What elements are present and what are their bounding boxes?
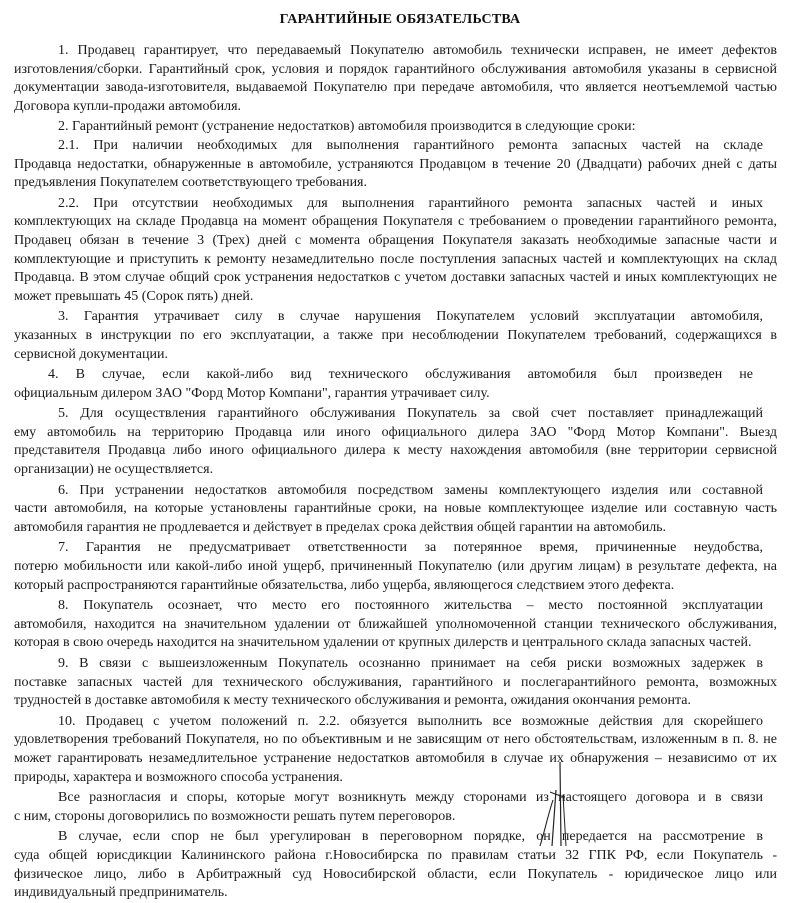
- document-body: [14, 42, 777, 903]
- text-line: может превышать 45 (Сорок пять) дней.: [14, 288, 254, 304]
- text-line: 7. Гарантия не предусматривает ответственности за потерянное время, причиненные неудобства,: [58, 540, 763, 556]
- text-line: суда общей юрисдикции Калининского района г.Новосибирска по правилам статьи 32 ГПК РФ, если Покупатель -: [14, 847, 777, 863]
- text-line: 1. Продавец гарантирует, что передаваемый Покупателю автомобиль технически исправен, не имеет дефектов: [58, 43, 777, 58]
- text-line: автомобиля гарантия не продлевается и действует в пределах срока действия общей гарантии на автомобиль.: [14, 519, 667, 535]
- text-line: предъявления Покупателем соответствующего требования.: [14, 175, 368, 191]
- paragraph-4: [14, 366, 777, 403]
- text-line: комплектующих на складе Продавца на момент обращения Покупателя с требованием о проведении гарантийного ремонта,: [14, 214, 777, 230]
- text-line: Продавца. В этом случае общий срок устранения недостатков с учетом доставки запасных частей и иных комплектующих не: [14, 270, 777, 286]
- text-line: 9. В связи с вышеизложенным Покупатель осознанно принимает на себя риски возможных задержек в: [58, 656, 763, 671]
- text-line: 2.1. При наличии необходимых для выполнения гарантийного ремонта запасных частей на складе: [58, 137, 763, 153]
- paragraph-5: [14, 405, 777, 479]
- paragraph-3: [14, 308, 777, 364]
- text-line: 5. Для осуществления гарантийного обслуживания Покупатель за свой счет поставляет принадлежащий: [58, 406, 763, 422]
- text-line: 3. Гарантия утрачивает силу в случае нарушения Покупателем условий эксплуатации автомобиля,: [58, 309, 763, 325]
- text-line: представителя Продавца либо иного официального дилера к месту нахождения автомобиля (вне территории сервисной: [14, 443, 777, 459]
- text-line: 2.2. При отсутствии необходимых для выполнения гарантийного ремонта запасных частей и иных: [58, 195, 763, 211]
- text-line: может гарантировать незамедлительное устранение недостатков автомобиля в случае их обнаружения – независимо от их: [14, 750, 777, 766]
- paragraph-2-2: [14, 195, 777, 307]
- document-title: ГАРАНТИЙНЫЕ ОБЯЗАТЕЛЬСТВА: [279, 12, 521, 27]
- text-line: официальным дилером ЗАО "Форд Мотор Компани", гарантия утрачивает силу.: [14, 385, 490, 401]
- text-line: части автомобиля, на которые установлены гарантийные сроки, на новые комплектующее изделие или составную часть: [14, 501, 777, 517]
- text-line: который распространяются гарантийные обязательства, либо ущерба, являющегося следствием этого дефекта.: [14, 577, 675, 593]
- text-line: ему автомобиль на территорию Продавца или иного официального дилера ЗАО "Форд Мотор Компани". Выезд: [14, 424, 777, 440]
- paragraph-1: [14, 42, 777, 116]
- paragraph-8: [14, 597, 777, 653]
- text-line: указанных в инструкции по его эксплуатации, а также при несоблюдении Покупателем требований, содержащихся в: [14, 327, 777, 343]
- paragraph-6: [14, 482, 777, 538]
- text-line: Все разногласия и споры, которые могут возникнуть между сторонами из настоящего договора и в связи: [58, 790, 763, 806]
- text-line: Продавца недостатки, обнаруженные в автомобиле, устраняются Продавцом в течение 20 (Двадцати) рабочих дней с даты: [14, 156, 777, 172]
- text-line: 8. Покупатель осознает, что место его постоянного жительства – место постоянной эксплуатации: [58, 598, 763, 614]
- text-line: индивидуальный предприниматель.: [14, 885, 228, 901]
- paragraph-7: [14, 539, 777, 595]
- text-line: 6. При устранении недостатков автомобиля посредством замены комплектующего изделия или составной: [58, 482, 763, 498]
- text-line: 4. В случае, если какой-либо вид технического обслуживания автомобиля был произведен не: [48, 367, 753, 383]
- text-line: трудностей в доставке автомобиля к месту технического обслуживания и ремонта, ожидания окончания ремонта.: [14, 693, 691, 709]
- text-line: поставке запасных частей для технического обслуживания, гарантийного и послегарантийного ремонта, возможных: [14, 674, 777, 690]
- text-line: организации) не осуществляется.: [14, 462, 214, 478]
- text-line: потерю мобильности или какой-либо иной ущерб, причиненный Покупателю (или другим лицам) в результате дефекта, на: [14, 559, 777, 575]
- text-line: которая в свою очередь находится на значительном удалении от крупных дилерств и центрального склада запасных частей.: [14, 635, 752, 651]
- text-line: документации завода-изготовителя, выдаваемой Покупателю при передаче автомобиля, что является неотъемлемой частью: [14, 80, 777, 96]
- text-line: физическое лицо, либо в Арбитражный суд Новосибирской области, если Покупатель - юридическое лицо или: [14, 866, 777, 882]
- paragraph-disputes: [14, 789, 777, 826]
- text-line: удовлетворения требований Покупателя, но по объективным и не зависящим от него обстоятельствам, изложенным в п. 8. не: [14, 732, 777, 748]
- text-line: В случае, если спор не был урегулирован в переговорном порядке, он передается на рассмотрение в: [58, 829, 763, 845]
- text-line: 10. Продавец с учетом положений п. 2.2. обязуется выполнить все возможные действия для скорейшего: [58, 713, 763, 729]
- text-line: автомобиля, находится на значительном удалении от ближайшей уполномоченной станции технического обслуживания,: [14, 616, 777, 632]
- paragraph-jurisdiction: [14, 828, 777, 902]
- paragraph-2-1: [14, 137, 777, 193]
- paragraph-10: [14, 713, 777, 787]
- text-line: сервисной документации.: [14, 346, 168, 362]
- paragraph-9: [14, 655, 777, 711]
- text-line: Договора купли-продажи автомобиля.: [14, 98, 242, 114]
- text-line: изготовления/сборки. Гарантийный срок, условия и порядок гарантийного обслуживания автомобиля указаны в сервисной: [14, 61, 777, 77]
- text-line: Продавец обязан в течение 3 (Трех) дней с момента обращения Покупателя заказать необходимые запасные части и: [14, 232, 777, 248]
- text-line: комплектующие и приступить к ремонту незамедлительно после поступления запасных частей и комплектующих на склад: [14, 251, 777, 267]
- text-line: природы, характера и возможного способа устранения.: [14, 769, 343, 785]
- paragraph-2: [14, 118, 777, 137]
- text-line: с ним, стороны договорились по возможности решать путем переговоров.: [14, 808, 456, 824]
- text-line: 2. Гарантийный ремонт (устранение недостатков) автомобиля производится в следующие сроки:: [58, 119, 636, 135]
